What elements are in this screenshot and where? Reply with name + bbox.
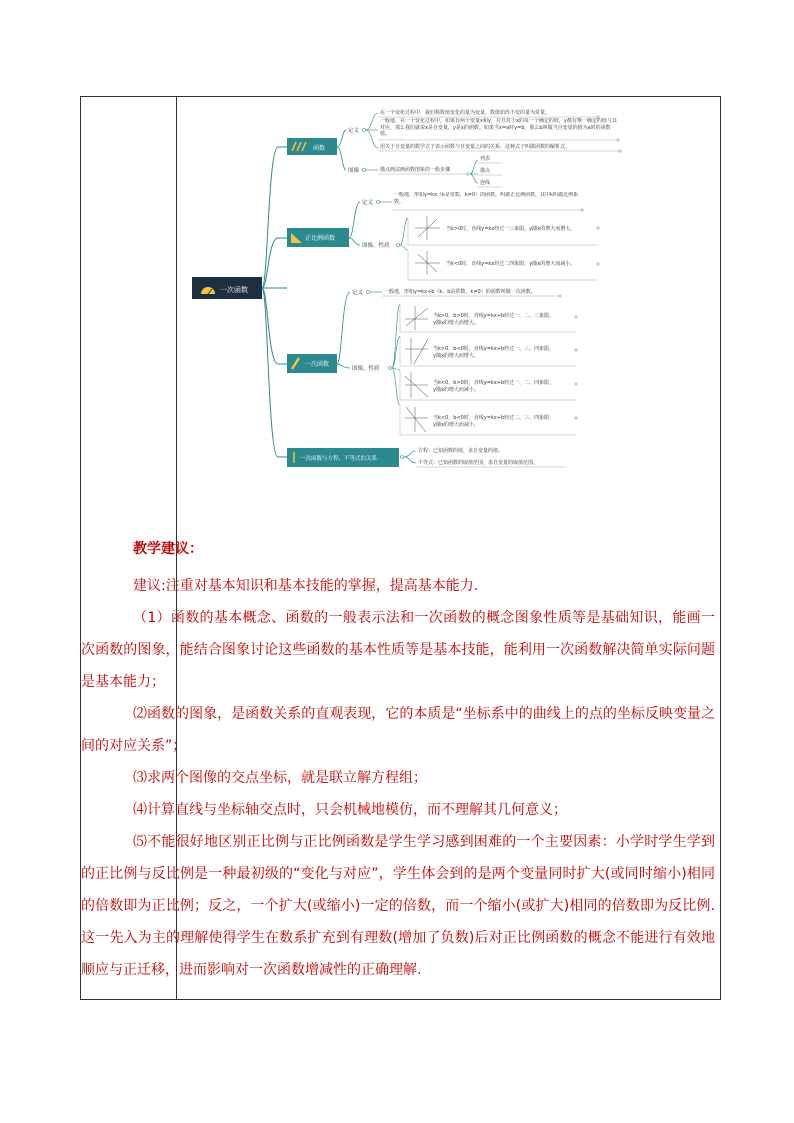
branch-linear-title: 一次函数 xyxy=(305,361,330,368)
step-connect: 连线 xyxy=(480,180,491,186)
function-image-label: 图像 xyxy=(348,168,360,174)
graph-direct-k-negative xyxy=(415,251,440,275)
mind-map xyxy=(0,0,794,520)
graph-linear-1 xyxy=(405,306,428,330)
step-list: 列表 xyxy=(480,156,491,162)
linear-property-1a: 当k>0，b>0时，直线y=kx+b经过一、二、三象限， xyxy=(433,313,555,319)
direct-property-label: 图像、性质 xyxy=(362,243,390,249)
graph-linear-4 xyxy=(405,407,428,432)
linear-property-4a: 当k<0，b<0时，直线y=kx+b经过二、三、四象限， xyxy=(433,415,555,421)
branch-function-title: 函数 xyxy=(313,145,326,152)
linear-property-2b: y随x的增大而增大。 xyxy=(433,353,479,359)
direct-property-1: 当k>0时，直线y=kx经过一三象限，y随x的增大而增大。 xyxy=(446,226,576,232)
direct-definition-text: 一般地，形如y=kx（k是常数，k≠0）的函数，叫做正比例函数，其中k叫做比例系数。 xyxy=(394,192,579,205)
linear-property-2a: 当k>0，b<0时，直线y=kx+b经过一、三、四象限， xyxy=(433,346,555,352)
function-def-item-3: 用关于自变量的数学式子表示函数与自变量之间的关系，这种式子叫做函数的解析式。 xyxy=(380,144,571,150)
linear-definition-text: 一般地，形如y=kx+b（k、b是常数，k≠0）的函数叫做一次函数。 xyxy=(384,289,536,295)
graph-linear-2 xyxy=(405,338,428,364)
linear-property-4b: y随x的增大而减小。 xyxy=(433,422,479,428)
teaching-para-4: ⑷计算直线与坐标轴交点时，只会机械地模仿，而不理解其几何意义； xyxy=(133,802,567,818)
linear-property-label: 图像、性质 xyxy=(352,366,380,372)
graph-direct-k-positive xyxy=(415,216,440,240)
branch-relation-title: 一次函数与方程、不等式的关系 xyxy=(300,456,378,462)
direct-definition-label: 定义 xyxy=(362,200,374,206)
teaching-para-5: ⑸不能很好地区别正比例与正比例函数是学生学习感到困难的一个主要因素：小学时学生学到的正比例与反比例是一种最初级的“变化与对应”，学生体会到的是两个变量同时扩大(或同时缩小)相同的倍数即为正比例；反之，一个扩大(或缩小)一定的倍数，而一个缩小(或扩大)相同的倍数即为反比例. 这一先入为主的理解使得学生在数系扩充到有理数(增加了负数)后对正比例函数的概念不能进行有效地顺应与正迁移，进而影响对一次函数增减性的正确理解. xyxy=(81,834,715,978)
linear-property-3a: 当k<0，b>0时，直线y=kx+b经过一、二、四象限， xyxy=(433,380,555,386)
function-def-item-1: 在一个变化过程中，我们称数值变化的量为变量，数值始终不变的量为常量。 xyxy=(380,110,551,116)
step-plot: 描点 xyxy=(480,168,491,174)
teaching-para-3: ⑶求两个图像的交点坐标，就是联立解方程组； xyxy=(133,770,427,786)
branch-direct-title: 正比例函数 xyxy=(305,235,336,242)
root-label: 一次函数 xyxy=(220,286,248,294)
teaching-section xyxy=(81,534,715,986)
relation-item-2: 不等式：已知函数的取值范围，求自变量的取值范围。 xyxy=(418,460,539,466)
linear-definition-label: 定义 xyxy=(352,290,364,296)
direct-property-2: 当k<0时，直线y=kx经过二四象限，y随x的增大而减小。 xyxy=(446,261,576,267)
teaching-para-1: （1）函数的基本概念、函数的一般表示法和一次函数的概念图象性质等是基础知识，能画一次函数的图象，能结合图象讨论这些函数的基本性质等是基本技能，能利用一次函数解决简单实际问题是基本能力； xyxy=(81,610,715,690)
graph-linear-3 xyxy=(405,372,428,398)
teaching-para-2: ⑵函数的图象，是函数关系的直观表现，它的本质是“坐标系中的曲线上的点的坐标反映变量之间的对应关系”； xyxy=(81,706,715,754)
linear-property-3b: y随x的增大而减小。 xyxy=(433,387,479,393)
function-definition-label: 定义 xyxy=(348,128,360,134)
teaching-para-0: 建议:注重对基本知识和基本技能的掌握，提高基本能力. xyxy=(133,578,479,594)
teaching-heading: 教学建议： xyxy=(133,541,203,557)
function-def-item-2: 一般地，在一个变化过程中，如果有两个变量x和y，并且对于x的每一个确定的值，y都有唯一确定的值与其对应，那么我们就说x是自变量，y是x的函数。如果当x=a时y=b，那么b叫做当自变量的值为a时的函数值。 xyxy=(380,118,617,137)
relation-item-1: 方程：已知函数的值，求自变量的值。 xyxy=(418,448,504,454)
linear-property-1b: y随x的增大而增大。 xyxy=(433,320,479,326)
function-image-text: 描点画法画函数图象的一般步骤 xyxy=(380,167,451,173)
